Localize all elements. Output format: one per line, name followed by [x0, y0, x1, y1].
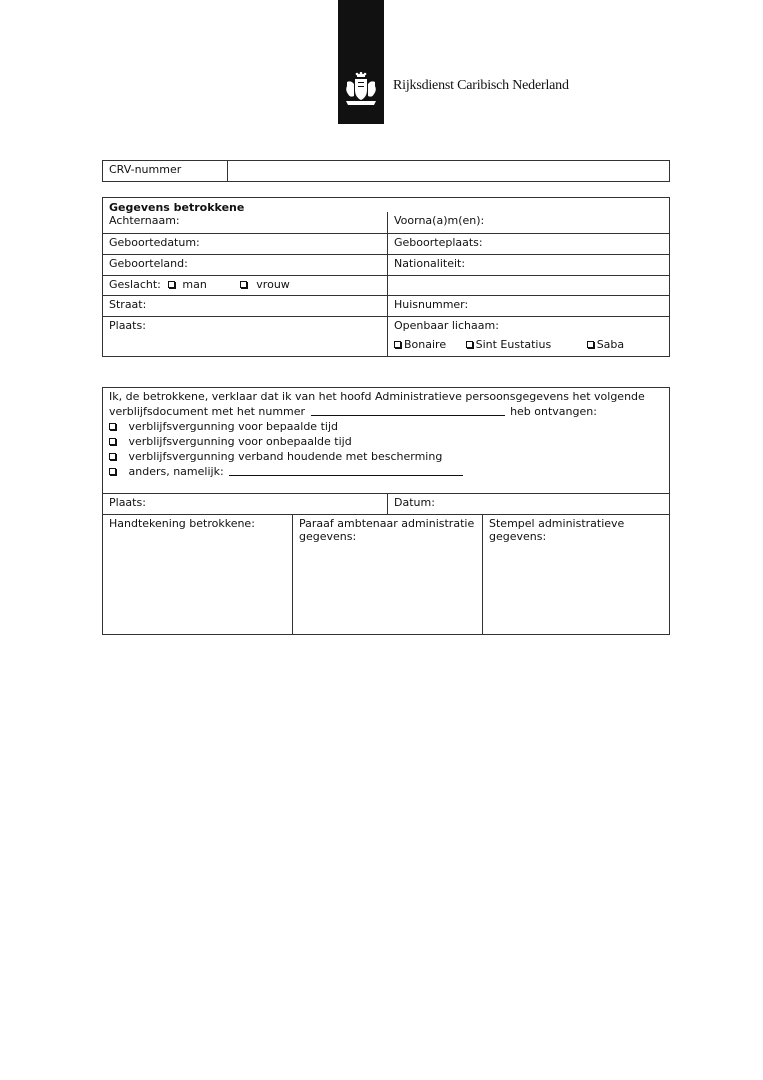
bonaire-checkbox[interactable] [394, 341, 401, 348]
geslacht-row [103, 276, 387, 296]
plaats-field[interactable]: Plaats: [109, 319, 146, 332]
stempel-label-line2: gegevens: [489, 530, 547, 543]
vrouw-label: vrouw [256, 278, 290, 291]
option-bepaalde-tijd-checkbox[interactable] [109, 423, 116, 430]
paraaf-label-line2: gegevens: [299, 530, 357, 543]
option-row [109, 435, 352, 448]
coat-of-arms-icon [342, 72, 380, 112]
option-anders-checkbox[interactable] [109, 468, 116, 475]
option-label: anders, namelijk: [128, 465, 224, 478]
paraaf-label-line1: Paraaf ambtenaar administratie [299, 517, 475, 530]
bonaire-label: Bonaire [404, 338, 447, 351]
option-row [109, 420, 338, 433]
option-onbepaalde-tijd-checkbox[interactable] [109, 438, 116, 445]
option-row [109, 450, 442, 463]
man-checkbox[interactable] [168, 281, 175, 288]
achternaam-field[interactable]: Achternaam: [109, 214, 180, 227]
man-label: man [182, 278, 207, 291]
crv-box [102, 160, 670, 182]
verklaring-line2 [109, 405, 597, 418]
vrouw-checkbox[interactable] [240, 281, 247, 288]
section-title: Gegevens betrokkene [109, 201, 245, 214]
sint-eustatius-checkbox[interactable] [466, 341, 473, 348]
verklaring-line1: Ik, de betrokkene, verklaar dat ik van het hoofd Administratieve persoonsgegevens het volgende [109, 390, 645, 403]
option-label: verblijfsvergunning verband houdende met bescherming [128, 450, 443, 463]
option-label: verblijfsvergunning voor bepaalde tijd [128, 420, 338, 433]
betrokkene-box [102, 197, 670, 357]
document-nummer-blank[interactable] [311, 415, 505, 416]
option-row [109, 465, 463, 478]
geslacht-label: Geslacht: [109, 278, 161, 291]
nationaliteit-field[interactable]: Nationaliteit: [394, 257, 466, 270]
geboortedatum-field[interactable]: Geboortedatum: [109, 236, 200, 249]
openbaar-lichaam-label: Openbaar lichaam: [394, 319, 499, 332]
huisnummer-field[interactable]: Huisnummer: [394, 298, 469, 311]
sint-eustatius-label: Sint Eustatius [475, 338, 552, 351]
saba-label: Saba [596, 338, 625, 351]
stempel-label-line1: Stempel administratieve [489, 517, 625, 530]
organization-name: Rijksdienst Caribisch Nederland [393, 78, 569, 93]
stempel-field[interactable] [483, 515, 669, 634]
geboorteplaats-field[interactable]: Geboorteplaats: [394, 236, 483, 249]
paraaf-field[interactable] [293, 515, 482, 634]
handtekening-field[interactable]: Handtekening betrokkene: [109, 517, 255, 530]
saba-checkbox[interactable] [587, 341, 594, 348]
crv-input[interactable] [228, 161, 669, 181]
option-bescherming-checkbox[interactable] [109, 453, 116, 460]
verklaring-line2-suffix: heb ontvangen: [510, 405, 597, 418]
crv-label: CRV-nummer [109, 163, 182, 176]
geboorteland-field[interactable]: Geboorteland: [109, 257, 188, 270]
plaats-ondertekening-field[interactable]: Plaats: [109, 496, 146, 509]
verklaring-line2-prefix: verblijfsdocument met het nummer [109, 405, 306, 418]
logo-bar [338, 0, 384, 124]
anders-blank[interactable] [229, 475, 463, 476]
option-label: verblijfsvergunning voor onbepaalde tijd [128, 435, 352, 448]
openbaar-lichaam-options [388, 336, 668, 351]
datum-field[interactable]: Datum: [394, 496, 435, 509]
straat-field[interactable]: Straat: [109, 298, 147, 311]
verklaring-box [102, 387, 670, 635]
voornamen-field[interactable]: Voorna(a)m(en): [394, 214, 485, 227]
